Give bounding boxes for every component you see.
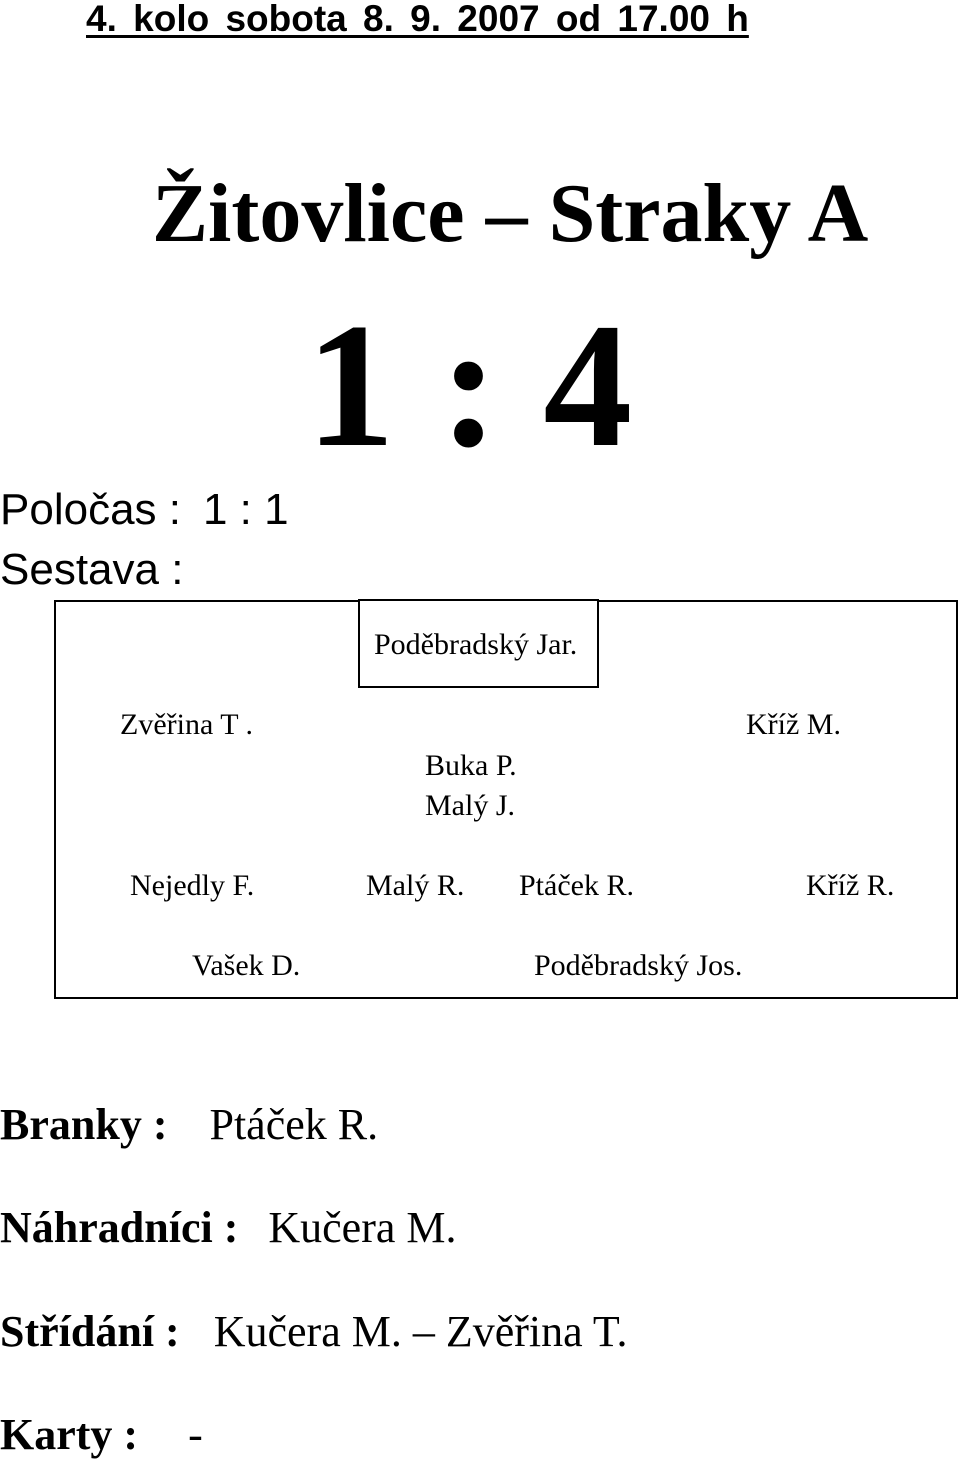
player-row3-4: Kříž R. — [806, 869, 895, 902]
player-row1-left: Zvěřina T . — [120, 708, 254, 741]
player-row2-center-a: Buka P. — [425, 749, 517, 782]
round-date-header: 4. kolo sobota 8. 9. 2007 od 17.00 h — [86, 0, 749, 39]
player-row3-2: Malý R. — [366, 869, 465, 902]
final-score: 1 : 4 — [306, 286, 633, 484]
halftime-row — [0, 485, 289, 534]
goals-row — [0, 1100, 379, 1149]
halftime-label: Poločas : — [0, 485, 181, 534]
changes-value: Kučera M. – Zvěřina T. — [213, 1307, 628, 1356]
player-row3-3: Ptáček R. — [519, 869, 634, 902]
player-row4-1: Vašek D. — [192, 949, 301, 982]
lineup-label: Sestava : — [0, 545, 184, 594]
substitutes-row — [0, 1203, 457, 1252]
player-row2-center-b: Malý J. — [425, 789, 515, 822]
substitutes-value: Kučera M. — [268, 1203, 457, 1252]
goals-label: Branky : — [0, 1100, 168, 1149]
match-teams-title: Žitovlice – Straky A — [152, 167, 869, 260]
changes-label: Střídání : — [0, 1307, 180, 1356]
halftime-score: 1 : 1 — [202, 485, 289, 534]
goals-value: Ptáček R. — [209, 1100, 379, 1149]
cards-row — [0, 1410, 203, 1459]
player-goalkeeper: Poděbradský Jar. — [374, 628, 578, 661]
changes-row — [0, 1307, 628, 1356]
substitutes-label: Náhradníci : — [0, 1203, 239, 1252]
cards-label: Karty : — [0, 1410, 139, 1459]
player-row3-1: Nejedly F. — [130, 869, 255, 902]
player-row4-2: Poděbradský Jos. — [534, 949, 743, 982]
player-row1-right: Kříž M. — [746, 708, 841, 741]
cards-value: - — [188, 1410, 203, 1459]
